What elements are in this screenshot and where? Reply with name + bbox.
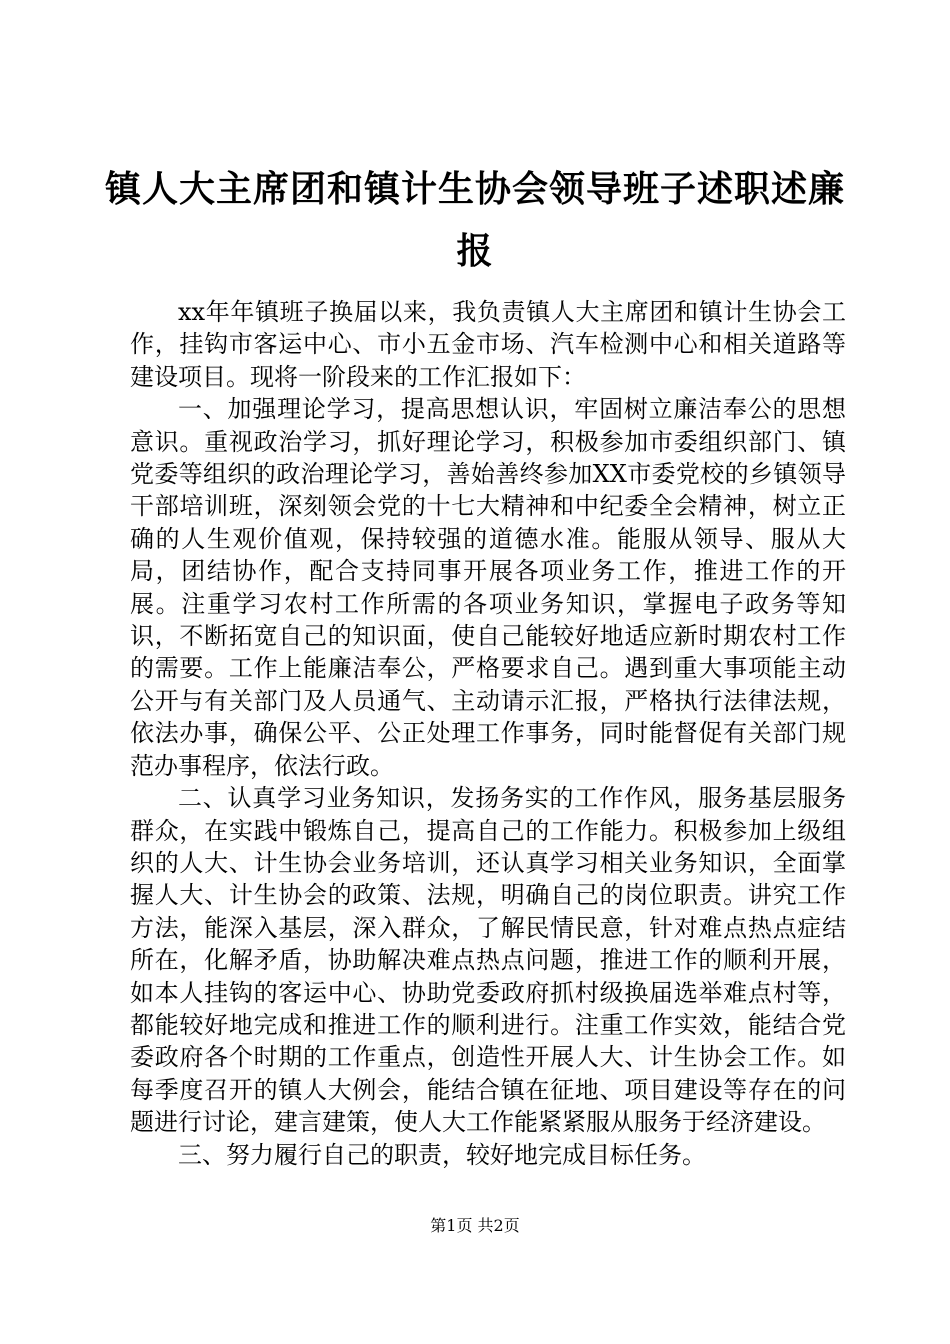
- document-body: [130, 296, 846, 1171]
- intro-paragraph: xx年年镇班子换届以来，我负责镇人大主席团和镇计生协会工作，挂钩市客运中心、市小五金市场、汽车检测中心和相关道路等建设项目。现将一阶段来的工作汇报如下：: [130, 298, 846, 391]
- section-two-paragraph: 二、认真学习业务知识，发扬务实的工作作风，服务基层服务群众，在实践中锻炼自己，提高自己的工作能力。积极参加上级组织的人大、计生协会业务培训，还认真学习相关业务知识，全面掌握人大、计生协会的政策、法规，明确自己的岗位职责。讲究工作方法，能深入基层，深入群众，了解民情民意，针对难点热点症结所在，化解矛盾，协助解决难点热点问题，推进工作的顺利开展，如本人挂钩的客运中心、协助党委政府抓村级换届选举难点村等，都能较好地完成和推进工作的顺利进行。注重工作实效，能结合党委政府各个时期的工作重点，创造性开展人大、计生协会工作。如每季度召开的镇人大例会，能结合镇在征地、项目建设等存在的问题进行讨论，建言建策，使人大工作能紧紧服从服务于经济建设。: [130, 784, 846, 1137]
- page-number-footer: 第1页 共2页: [430, 1216, 520, 1235]
- section-one-paragraph: 一、加强理论学习，提高思想认识，牢固树立廉洁奉公的思想意识。重视政治学习，抓好理论学习，积极参加市委组织部门、镇党委等组织的政治理论学习，善始善终参加XX市委党校的乡镇领导干部培训班，深刻领会党的十七大精神和中纪委全会精神，树立正确的人生观价值观，保持较强的道德水准。能服从领导、服从大局，团结协作，配合支持同事开展各项业务工作，推进工作的开展。注重学习农村工作所需的各项业务知识，掌握电子政务等知识，不断拓宽自己的知识面，使自己能较好地适应新时期农村工作的需要。工作上能廉洁奉公，严格要求自己。遇到重大事项能主动公开与有关部门及人员通气、主动请示汇报，严格执行法律法规，依法办事，确保公平、公正处理工作事务，同时能督促有关部门规范办事程序，依法行政。: [130, 395, 846, 780]
- document-title: 镇人大主席团和镇计生协会领导班子述职述廉报: [104, 168, 845, 272]
- section-three-paragraph: 三、努力履行自己的职责，较好地完成目标任务。: [178, 1140, 706, 1169]
